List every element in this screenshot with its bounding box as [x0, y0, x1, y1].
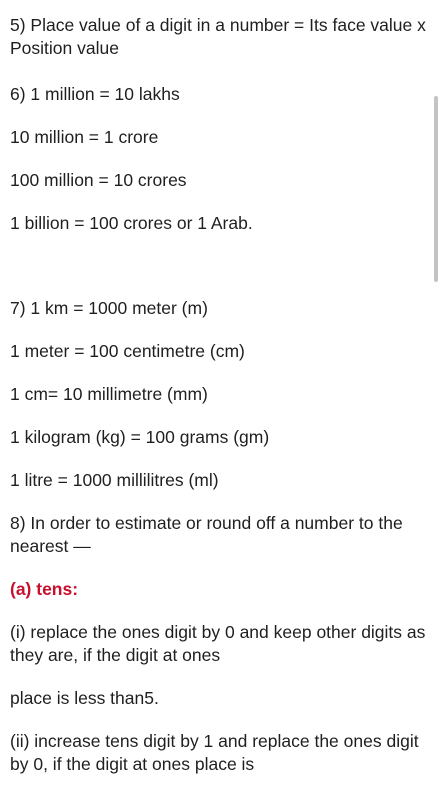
paragraph-rule-ii: (ii) increase tens digit by 1 and replace the ones digit by 0, if the digit at ones place is: [10, 731, 419, 774]
paragraph-million-lakhs: 6) 1 million = 10 lakhs: [10, 84, 180, 104]
paragraph-hundred-million: 100 million = 10 crores: [10, 170, 187, 190]
section-heading-tens: (a) tens:: [10, 579, 79, 599]
paragraph-kilogram: 1 kilogram (kg) = 100 grams (gm): [10, 427, 270, 447]
paragraph-cm-mm: 1 cm= 10 millimetre (mm): [10, 384, 208, 404]
scrollbar-thumb[interactable]: [434, 96, 438, 282]
paragraph-place-value: 5) Place value of a digit in a number = Its face value x Position value: [10, 15, 426, 58]
paragraph-billion: 1 billion = 100 crores or 1 Arab.: [10, 213, 253, 233]
paragraph-rule-i-cont: place is less than5.: [10, 688, 159, 708]
paragraph-meter-cm: 1 meter = 100 centimetre (cm): [10, 341, 245, 361]
paragraph-litre: 1 litre = 1000 millilitres (ml): [10, 470, 219, 490]
scrollbar[interactable]: [432, 0, 440, 800]
paragraph-rounding-intro: 8) In order to estimate or round off a number to the nearest —: [10, 513, 403, 556]
paragraph-rule-i: (i) replace the ones digit by 0 and keep other digits as they are, if the digit at ones: [10, 622, 426, 665]
paragraph-ten-million: 10 million = 1 crore: [10, 127, 159, 147]
paragraph-km-meter: 7) 1 km = 1000 meter (m): [10, 298, 208, 318]
